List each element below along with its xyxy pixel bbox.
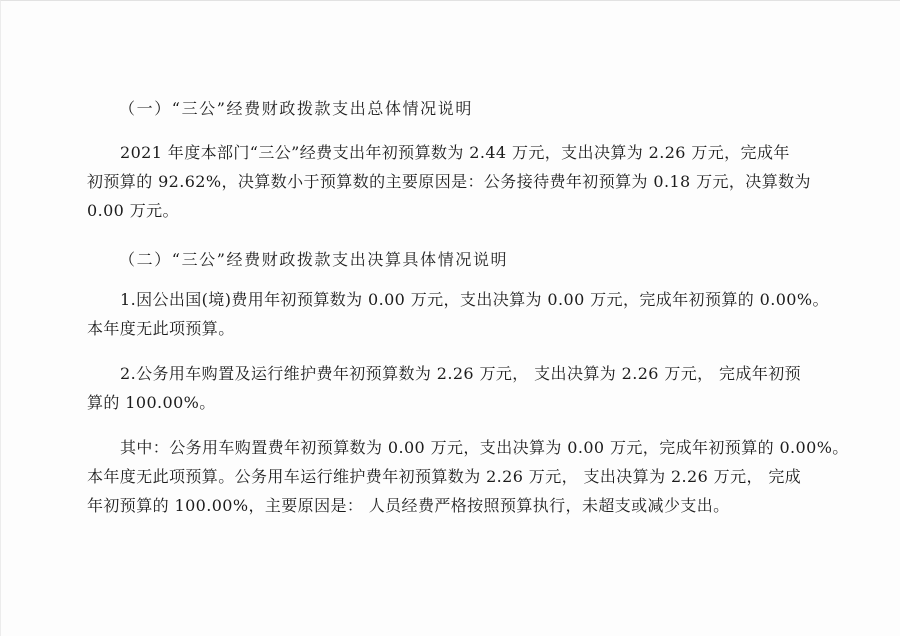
section-1-line-1: 2021 年度本部门“三公”经费支出年初预算数为 2.44 万元，支出决算为 2.26 万元，完成年 [120, 143, 790, 162]
item-3-paragraph [87, 433, 849, 520]
item-1-line-2: 本年度无此项预算。 [87, 319, 235, 338]
item-2-line-1: 2.公务用车购置及运行维护费年初预算数为 2.26 万元， 支出决算为 2.26 万元， 完成年初预 [120, 364, 802, 383]
section-2-heading: （二）“三公”经费财政拨款支出决算具体情况说明 [119, 250, 509, 269]
section-1-line-2: 初预算的 92.62%，决算数小于预算数的主要原因是：公务接待费年初预算为 0.18 万元，决算数为 [87, 172, 811, 191]
item-1-line-1: 1.因公出国(境)费用年初预算数为 0.00 万元，支出决算为 0.00 万元，完成年初预算的 0.00%。 [120, 290, 829, 309]
item-2-line-2: 算的 100.00%。 [87, 393, 216, 412]
item-2-paragraph [87, 359, 827, 417]
item-1-paragraph [87, 285, 827, 343]
item-3-line-2: 本年度无此项预算。公务用车运行维护费年初预算数为 2.26 万元， 支出决算为 2.26 万元， 完成 [87, 467, 802, 486]
section-1-line-3: 0.00 万元。 [87, 201, 179, 220]
section-1-heading: （一）“三公”经费财政拨款支出总体情况说明 [119, 99, 473, 118]
item-3-line-1: 其中：公务用车购置费年初预算数为 0.00 万元，支出决算为 0.00 万元，完成年初预算的 0.00%。 [120, 438, 849, 457]
item-3-line-3: 年初预算的 100.00%，主要原因是： 人员经费严格按照预算执行，未超支或减少支出。 [87, 496, 730, 515]
section-1-paragraph [87, 138, 827, 225]
